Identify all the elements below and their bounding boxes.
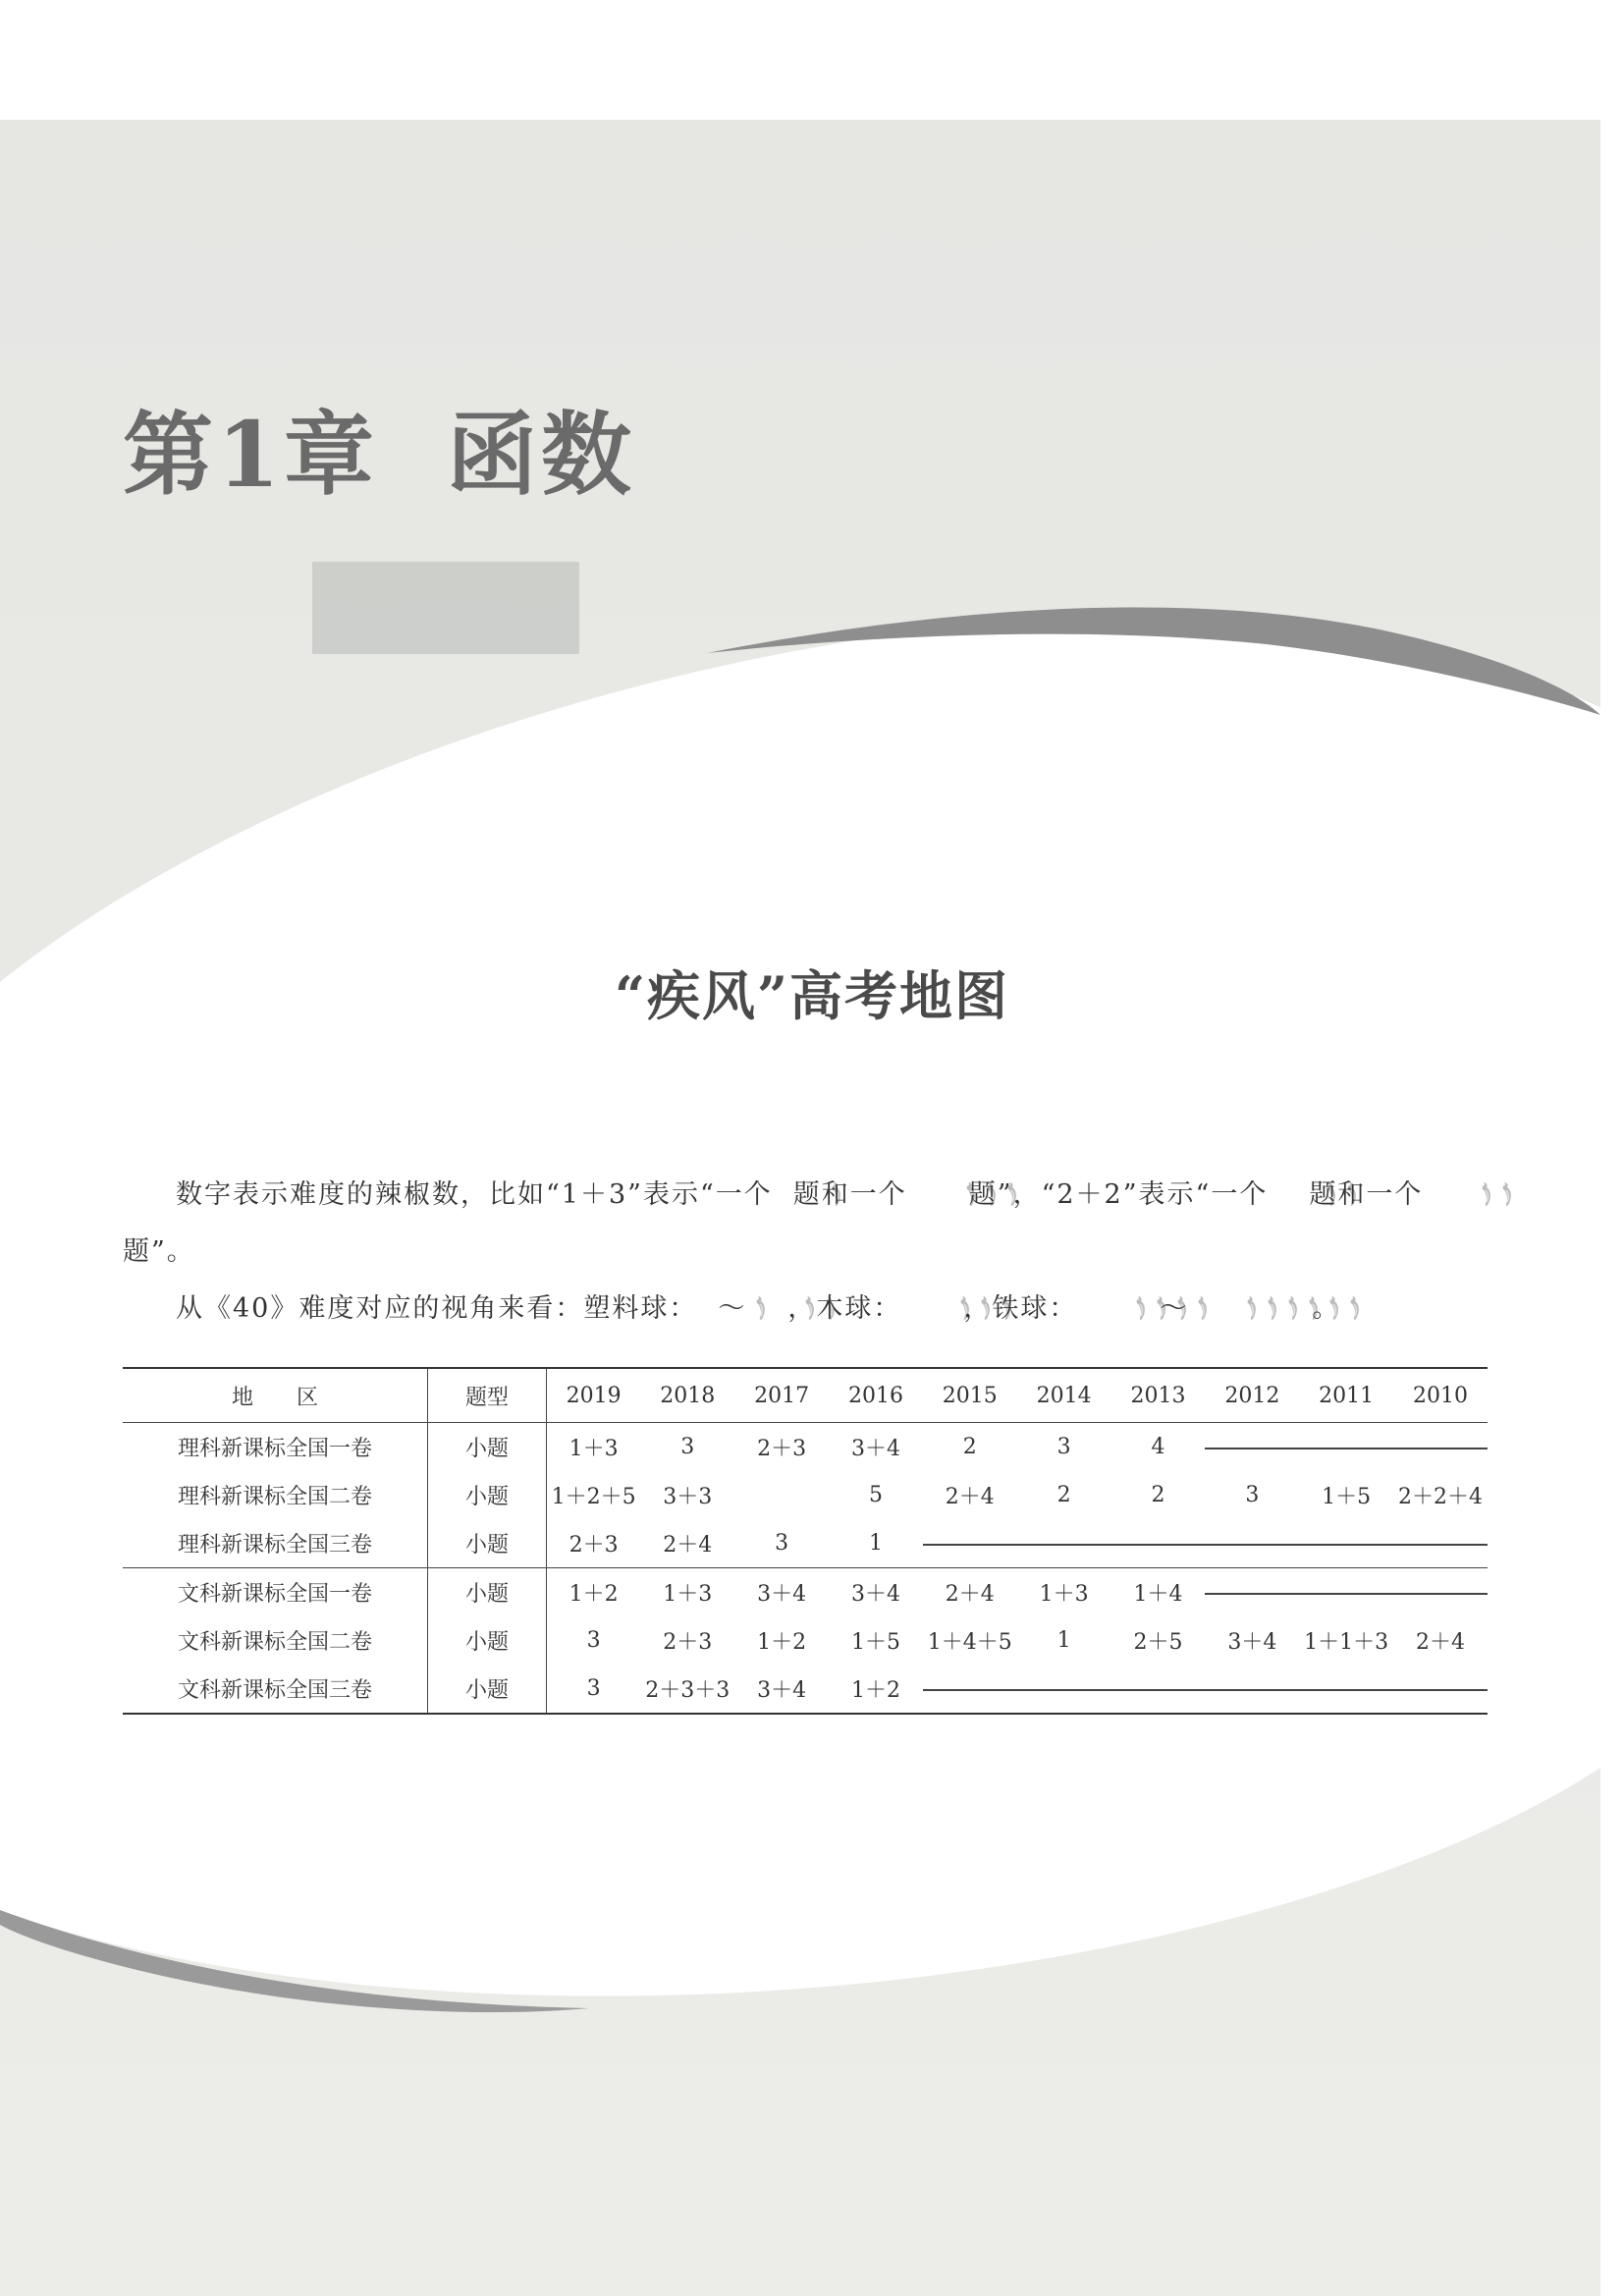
type-cell: 小题 <box>428 1568 547 1617</box>
region-cell: 理科新课标全国一卷 <box>123 1423 428 1472</box>
chili-pepper-icon <box>1080 1285 1095 1310</box>
header-year: 2016 <box>829 1368 923 1423</box>
difficulty-cell: 3＋4 <box>850 1582 900 1607</box>
text-run: ，铁球： <box>963 1293 1078 1324</box>
difficulty-cell: 3 <box>1056 1435 1071 1459</box>
difficulty-cell: 3 <box>1245 1483 1260 1507</box>
text-run: ，木球： <box>787 1293 902 1324</box>
chili-pepper-icon <box>1101 1285 1115 1310</box>
chapter-number: 第1章 <box>123 402 379 508</box>
difficulty-cell: 2＋3 <box>663 1630 713 1655</box>
difficulty-cell: 3＋4 <box>850 1437 900 1461</box>
no-data-line <box>1205 1568 1299 1617</box>
chapter-name: 函数 <box>447 402 636 508</box>
difficulty-cell: 1＋4 <box>1133 1582 1183 1607</box>
chapter-title <box>123 383 635 513</box>
difficulty-cell: 1＋3 <box>1039 1582 1089 1607</box>
difficulty-cell: 1＋2＋5 <box>551 1485 636 1509</box>
chili-pepper-icon <box>776 1171 790 1196</box>
chili-pepper-icon <box>1191 1285 1206 1310</box>
table-row <box>123 1423 1488 1472</box>
difficulty-cell: 1 <box>1056 1628 1071 1653</box>
chili-pepper-icon <box>904 1285 919 1310</box>
difficulty-cell: 2＋4 <box>945 1485 995 1509</box>
chili-pepper-icon <box>1294 1285 1309 1310</box>
difficulty-cell: 3＋4 <box>757 1582 807 1607</box>
header-year: 2019 <box>547 1368 641 1423</box>
chili-pepper-icon <box>1212 1285 1226 1310</box>
difficulty-cell <box>734 1471 829 1519</box>
no-data-line <box>1017 1665 1111 1714</box>
difficulty-cell: 1＋4＋5 <box>927 1630 1012 1655</box>
difficulty-cell: 3 <box>734 1519 829 1568</box>
region-cell: 文科新课标全国二卷 <box>123 1616 428 1665</box>
chili-pepper-icon <box>770 1285 785 1310</box>
text-run: 数字表示难度的辣椒数，比如“1＋3”表示“一个 <box>176 1179 773 1210</box>
difficulty-cell: 1＋1＋3 <box>1304 1630 1389 1655</box>
chili-pepper-icon <box>1291 1171 1306 1196</box>
chili-pepper-icon <box>931 1171 946 1196</box>
difficulty-cell: 1 <box>829 1519 923 1568</box>
difficulty-paragraph <box>123 1281 1492 1338</box>
text-run: ～ <box>1160 1293 1189 1324</box>
table-row <box>123 1519 1488 1568</box>
difficulty-cell: 1＋3 <box>568 1437 619 1461</box>
difficulty-cell: 2＋3＋3 <box>640 1665 734 1714</box>
difficulty-cell: 2＋3 <box>757 1437 807 1461</box>
chili-pepper-icon <box>1253 1285 1268 1310</box>
header-year: 2015 <box>923 1368 1017 1423</box>
difficulty-cell: 1＋2 <box>757 1630 807 1655</box>
difficulty-cell: 5 <box>868 1483 883 1507</box>
difficulty-cell: 3 <box>586 1628 601 1653</box>
text-run: 。 <box>1312 1293 1341 1324</box>
chili-pepper-icon <box>1121 1285 1136 1310</box>
table-row <box>123 1568 1488 1617</box>
no-data-line <box>1299 1423 1393 1472</box>
header-year: 2014 <box>1017 1368 1111 1423</box>
header-year: 2012 <box>1205 1368 1299 1423</box>
exam-difficulty-table <box>123 1367 1488 1715</box>
intro-paragraph <box>123 1167 1492 1281</box>
difficulty-cell: 2＋4 <box>640 1519 734 1568</box>
section-title: “疾风”高考地图 <box>614 964 1010 1027</box>
no-data-line <box>1205 1665 1299 1714</box>
header-year: 2013 <box>1111 1368 1206 1423</box>
no-data-line <box>1299 1665 1393 1714</box>
table-header-row <box>123 1368 1488 1423</box>
type-cell: 小题 <box>428 1423 547 1472</box>
text-run: 题和一个 <box>792 1179 907 1210</box>
chili-pepper-icon <box>1142 1285 1157 1310</box>
type-cell: 小题 <box>428 1519 547 1568</box>
header-year: 2011 <box>1299 1368 1393 1423</box>
difficulty-cell: 1＋5 <box>1322 1485 1372 1509</box>
text-run: 题”。 <box>123 1236 195 1267</box>
no-data-line <box>1111 1665 1206 1714</box>
faded-label-block <box>312 562 579 654</box>
no-data-line <box>1393 1519 1488 1568</box>
type-cell: 小题 <box>428 1471 547 1519</box>
region-cell: 文科新课标全国三卷 <box>123 1665 428 1714</box>
difficulty-cell: 2＋2＋4 <box>1398 1485 1484 1509</box>
header-type: 题型 <box>428 1368 547 1423</box>
difficulty-cell: 1＋3 <box>663 1582 713 1607</box>
region-cell: 文科新课标全国一卷 <box>123 1568 428 1617</box>
difficulty-cell: 4 <box>1151 1435 1165 1459</box>
no-data-line <box>1205 1423 1299 1472</box>
text-run: 题和一个 <box>1309 1179 1424 1210</box>
chili-pepper-icon <box>951 1171 966 1196</box>
chili-pepper-icon <box>1426 1171 1440 1196</box>
chili-pepper-icon <box>1232 1285 1247 1310</box>
no-data-line <box>1017 1519 1111 1568</box>
table-row <box>123 1471 1488 1519</box>
header-year: 2017 <box>734 1368 829 1423</box>
table-row <box>123 1665 1488 1714</box>
no-data-line <box>923 1665 1017 1714</box>
difficulty-cell: 2 <box>1151 1483 1165 1507</box>
difficulty-cell: 2＋4 <box>945 1582 995 1607</box>
no-data-line <box>1393 1568 1488 1617</box>
no-data-line <box>1393 1665 1488 1714</box>
region-cell: 理科新课标全国二卷 <box>123 1471 428 1519</box>
difficulty-cell: 1＋2 <box>568 1582 619 1607</box>
no-data-line <box>1205 1519 1299 1568</box>
chili-pepper-icon <box>946 1285 960 1310</box>
no-data-line <box>923 1519 1017 1568</box>
difficulty-cell: 2 <box>962 1435 977 1459</box>
chili-pepper-icon <box>910 1171 925 1196</box>
difficulty-cell: 3 <box>547 1665 641 1714</box>
chili-pepper-icon <box>749 1285 764 1310</box>
no-data-line <box>1299 1568 1393 1617</box>
difficulty-cell: 2＋3 <box>547 1519 641 1568</box>
difficulty-cell: 3＋3 <box>663 1485 713 1509</box>
no-data-line <box>1111 1519 1206 1568</box>
header-year: 2018 <box>640 1368 734 1423</box>
type-cell: 小题 <box>428 1665 547 1714</box>
no-data-line <box>1299 1519 1393 1568</box>
text-run: ～ <box>718 1293 747 1324</box>
difficulty-cell: 2 <box>1056 1483 1071 1507</box>
chili-pepper-icon <box>925 1285 940 1310</box>
table-row <box>123 1616 1488 1665</box>
chili-pepper-icon <box>1273 1285 1288 1310</box>
text-run: 从《40》难度对应的视角来看：塑料球： <box>176 1293 698 1324</box>
no-data-line <box>1393 1423 1488 1472</box>
chili-pepper-icon <box>1446 1171 1461 1196</box>
difficulty-cell: 1＋5 <box>850 1630 900 1655</box>
difficulty-cell: 2＋4 <box>1416 1630 1466 1655</box>
header-year: 2010 <box>1393 1368 1488 1423</box>
header-region: 地 区 <box>123 1368 428 1423</box>
difficulty-cell: 2＋5 <box>1133 1630 1183 1655</box>
difficulty-cell: 3＋4 <box>1227 1630 1277 1655</box>
text-run: 题”，“2＋2”表示“一个 <box>968 1179 1269 1210</box>
difficulty-cell: 3＋4 <box>734 1665 829 1714</box>
chili-pepper-icon <box>700 1285 715 1310</box>
difficulty-cell: 3 <box>680 1435 695 1459</box>
region-cell: 理科新课标全国三卷 <box>123 1519 428 1568</box>
difficulty-cell: 1＋2 <box>829 1665 923 1714</box>
type-cell: 小题 <box>428 1616 547 1665</box>
chili-pepper-icon <box>1271 1171 1285 1196</box>
